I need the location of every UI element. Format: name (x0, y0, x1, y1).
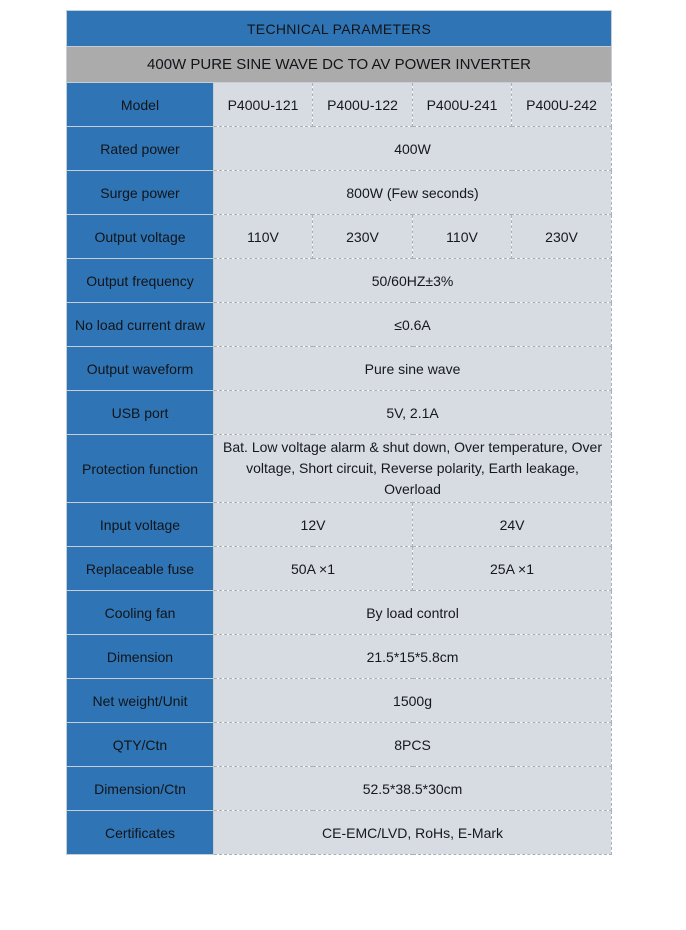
row-label-net-weight: Net weight/Unit (67, 679, 214, 723)
protection-function-value: Bat. Low voltage alarm & shut down, Over temperature, Over voltage, Short circuit, Reverse polarity, Earth leakage, Overload (214, 435, 612, 503)
usb-port-value: 5V, 2.1A (214, 391, 612, 435)
no-load-current-value: ≤0.6A (214, 303, 612, 347)
row-label-model: Model (67, 83, 214, 127)
table-title: TECHNICAL PARAMETERS (67, 11, 612, 47)
row-output-waveform (67, 347, 612, 391)
table-subtitle: 400W PURE SINE WAVE DC TO AV POWER INVERTER (67, 47, 612, 83)
row-qty-ctn (67, 723, 612, 767)
output-voltage-cell-4: 230V (512, 215, 612, 259)
row-label-rated-power: Rated power (67, 127, 214, 171)
table-subtitle-row (67, 47, 612, 83)
row-dimension (67, 635, 612, 679)
row-label-certificates: Certificates (67, 811, 214, 855)
output-frequency-value: 50/60HZ±3% (214, 259, 612, 303)
output-voltage-cell-2: 230V (313, 215, 413, 259)
input-voltage-cell-2: 24V (413, 503, 612, 547)
row-surge-power (67, 171, 612, 215)
row-replaceable-fuse (67, 547, 612, 591)
surge-power-value: 800W (Few seconds) (214, 171, 612, 215)
model-cell-2: P400U-122 (313, 83, 413, 127)
row-no-load-current (67, 303, 612, 347)
row-output-voltage (67, 215, 612, 259)
row-label-surge-power: Surge power (67, 171, 214, 215)
row-certificates (67, 811, 612, 855)
rated-power-value: 400W (214, 127, 612, 171)
row-label-dimension: Dimension (67, 635, 214, 679)
certificates-value: CE-EMC/LVD, RoHs, E-Mark (214, 811, 612, 855)
row-label-usb-port: USB port (67, 391, 214, 435)
technical-parameters-table (66, 10, 612, 855)
dimension-value: 21.5*15*5.8cm (214, 635, 612, 679)
row-label-replaceable-fuse: Replaceable fuse (67, 547, 214, 591)
table-title-row (67, 11, 612, 47)
model-cell-4: P400U-242 (512, 83, 612, 127)
model-cell-1: P400U-121 (214, 83, 313, 127)
row-input-voltage (67, 503, 612, 547)
row-label-output-frequency: Output frequency (67, 259, 214, 303)
row-output-frequency (67, 259, 612, 303)
row-label-input-voltage: Input voltage (67, 503, 214, 547)
row-dimension-ctn (67, 767, 612, 811)
row-model (67, 83, 612, 127)
row-label-no-load-current: No load current draw (67, 303, 214, 347)
output-waveform-value: Pure sine wave (214, 347, 612, 391)
input-voltage-cell-1: 12V (214, 503, 413, 547)
row-label-qty-ctn: QTY/Ctn (67, 723, 214, 767)
row-rated-power (67, 127, 612, 171)
row-usb-port (67, 391, 612, 435)
row-cooling-fan (67, 591, 612, 635)
row-net-weight (67, 679, 612, 723)
row-label-cooling-fan: Cooling fan (67, 591, 214, 635)
model-cell-3: P400U-241 (413, 83, 512, 127)
dimension-ctn-value: 52.5*38.5*30cm (214, 767, 612, 811)
replaceable-fuse-cell-1: 50A ×1 (214, 547, 413, 591)
row-protection-function (67, 435, 612, 503)
row-label-dimension-ctn: Dimension/Ctn (67, 767, 214, 811)
output-voltage-cell-1: 110V (214, 215, 313, 259)
row-label-output-voltage: Output voltage (67, 215, 214, 259)
output-voltage-cell-3: 110V (413, 215, 512, 259)
cooling-fan-value: By load control (214, 591, 612, 635)
row-label-protection-function: Protection function (67, 435, 214, 503)
net-weight-value: 1500g (214, 679, 612, 723)
row-label-output-waveform: Output waveform (67, 347, 214, 391)
replaceable-fuse-cell-2: 25A ×1 (413, 547, 612, 591)
qty-ctn-value: 8PCS (214, 723, 612, 767)
